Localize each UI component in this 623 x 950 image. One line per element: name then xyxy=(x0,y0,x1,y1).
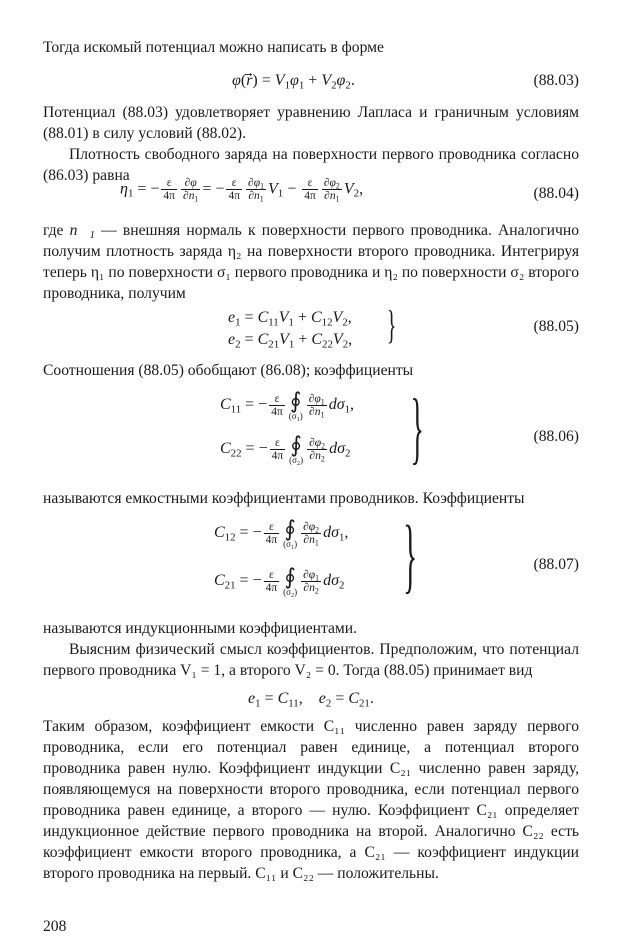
page-number: 208 xyxy=(43,918,67,935)
equation-88-06-line-2: $C_{22}$ = − $\frac{\varepsilon}{4\pi}$ ∮ $(\sigma_2)$ $\frac{\partial\varphi_2}{\partial n_2}$ $d\sigma_2$ xyxy=(220,432,351,467)
paragraph-6: называются емкостными коэффициентами проводников. Коэффициенты xyxy=(43,490,525,507)
paragraph-4-lead: где xyxy=(43,222,64,239)
paragraph-5: Соотношения (88.05) обобщают (86.08); коэффициенты xyxy=(43,362,414,379)
equation-88-07-line-2: $C_{21}$ = − $\frac{\varepsilon}{4\pi}$ ∮ $(\sigma_2)$ $\frac{\partial\varphi_1}{\partial n_2}$ $d\sigma_2$ xyxy=(214,564,345,599)
brace-88-05: } xyxy=(386,302,397,347)
brace-88-07: } xyxy=(403,509,418,602)
paragraph-7: называются индукционными коэффициентами. xyxy=(43,620,358,637)
equation-88-05-line-1: $e_1 = C_{11}V_1 + C_{12}V_2$, xyxy=(228,309,352,329)
equation-charges: $e_1 = C_{11}$, $e_2 = C_{21}$. xyxy=(248,690,374,710)
paragraph-4 xyxy=(43,220,579,304)
normal-symbol: $n⃗_1$ xyxy=(69,222,95,242)
equation-88-04: $\eta_1$ = − $\frac{\varepsilon}{4\pi}$ $\frac{\partial\varphi}{\partial n_1}$ = − $\frac{\varepsilon}{4\pi}$ $\frac{\partial\varphi_1}{\partial n_1}$ $V_1$ − $\frac{\varepsilon}{4\pi}$ $\frac{\partial\varphi_2}{\partial n_1}$ $V_2$, xyxy=(120,177,364,204)
equation-number-88-07: (88.07) xyxy=(533,556,579,573)
equation-number-88-04: (88.04) xyxy=(533,185,579,202)
equation-88-03: φ(r⃗) = $V_1\varphi_1 + V_2\varphi_2$. xyxy=(232,72,355,92)
equation-number-88-05: (88.05) xyxy=(533,318,579,335)
paragraph-4-body: — внешняя нормаль к поверхности первого проводника. Аналогично получим плотность заряда η₂ на поверхности второго проводника. Интегрируя теперь η₁ по поверхности σ₁ первого проводника и η₂ по поверхности σ₂ второго проводника, получим xyxy=(43,222,579,302)
equation-88-07-line-1: $C_{12}$ = − $\frac{\varepsilon}{4\pi}$ ∮ $(\sigma_1)$ $\frac{\partial\varphi_2}{\partial n_1}$ $d\sigma_1$, xyxy=(214,516,349,551)
paragraph-8: Выясним физический смысл коэффициентов. Предположим, что потенциал первого проводника V₁ = 1, а второго V₂ = 0. Тогда (88.05) принимает вид xyxy=(43,641,579,679)
paragraph-3: Плотность свободного заряда на поверхности первого проводника согласно (86.03) равна xyxy=(43,146,579,184)
paragraph-9: Таким образом, коэффициент емкости C₁₁ численно равен заряду первого проводника, если его потенциал равен единице, а потенциал второго проводника равен нулю. Коэффициент индукции C₂₁ численно равен заряду, появляющемуся на поверхности второго проводника, если потенциал первого проводника равен единице, а второго — нулю. Коэффициент C₂₁ определяет индукционное действие первого проводника на второй. Аналогично C₂₂ есть коэффициент емкости второго проводника, а C₂₁ — коэффициент индукции второго проводника на первый. C₁₁ и C₂₂ — положительны. xyxy=(43,718,579,882)
brace-88-06: } xyxy=(410,384,424,472)
equation-number-88-03: (88.03) xyxy=(533,72,579,89)
equation-88-05-line-2: $e_2 = C_{21}V_1 + C_{22}V_2$, xyxy=(228,331,353,351)
equation-88-06-line-1: $C_{11}$ = − $\frac{\varepsilon}{4\pi}$ ∮ $(\sigma_1)$ $\frac{\partial\varphi_1}{\partial n_1}$ $d\sigma_1$, xyxy=(220,388,355,423)
paragraph-1: Тогда искомый потенциал можно написать в форме xyxy=(43,39,384,56)
paragraph-2: Потенциал (88.03) удовлетворяет уравнению Лапласа и граничным условиям (88.01) в силу условий (88.02). xyxy=(43,104,579,142)
equation-number-88-06: (88.06) xyxy=(533,428,579,445)
